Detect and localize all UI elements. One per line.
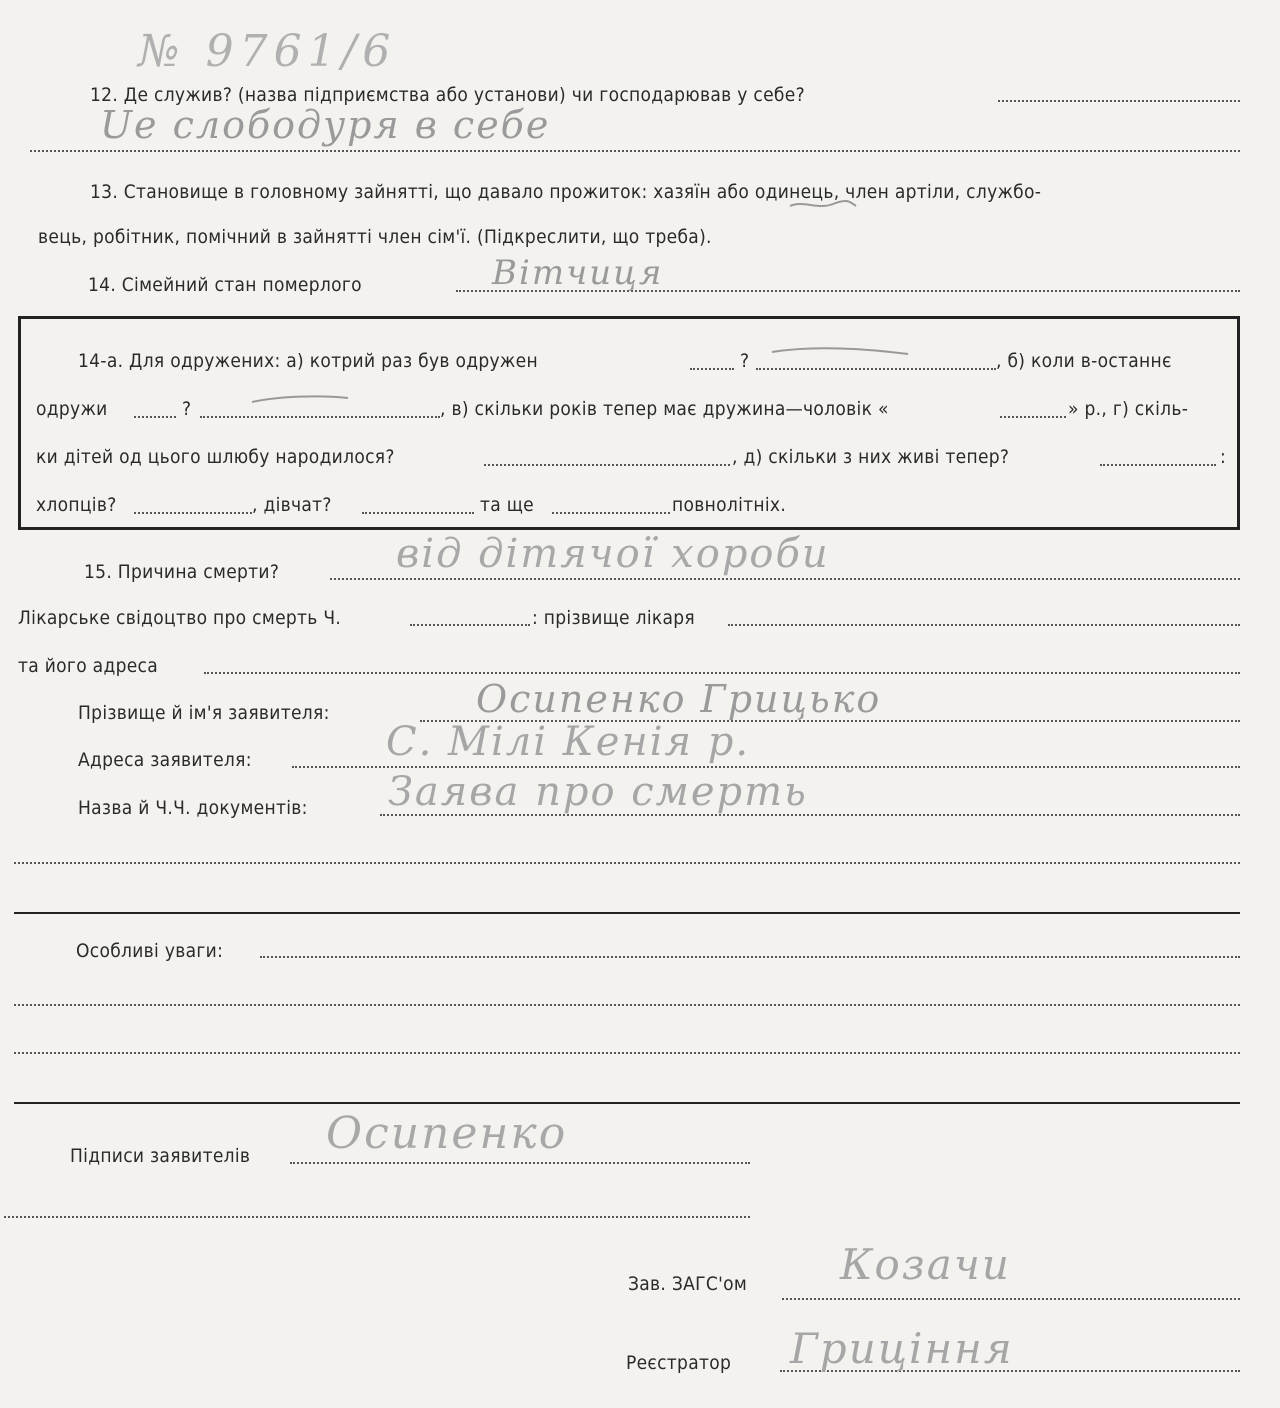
applicant-name-label: Прізвище й ім'я заявителя: [78, 702, 330, 724]
remarks-line-1 [260, 956, 1240, 958]
q13-line1: 13. Становище в головному зайнятті, що давало прожиток: хазяїн або одинець, член артіли, службо- [90, 181, 1042, 203]
q14a-part1: 14-а. Для одружених: а) котрий раз був одружен [78, 350, 538, 372]
q14a-colon: : [1220, 446, 1227, 468]
head-zags-line [782, 1298, 1240, 1300]
q14a-dash-mark-2 [250, 392, 350, 406]
q12-label: 12. Де служив? (назва підприємства або установи) чи господарював у себе? [90, 84, 805, 106]
q14a-line-girls [362, 512, 474, 514]
q14-label: 14. Сімейний стан померлого [88, 274, 362, 296]
applicant-address-answer: С. Мілі Кенія р. [386, 719, 751, 765]
q12-answer-line [30, 150, 1240, 152]
q12-dotted-line [998, 100, 1240, 102]
q13-underline-mark [788, 198, 858, 212]
signatures-answer: Осипенко [326, 1108, 568, 1159]
q14a-part2: , б) коли в-останнє [996, 350, 1172, 372]
applicant-address-line [292, 766, 1240, 768]
section-divider-2 [14, 1102, 1240, 1104]
q14a-line-b1 [134, 416, 176, 418]
q14a-dash-mark-1 [770, 344, 910, 358]
q14a-part6: ки дітей од цього шлюбу народилося? [36, 446, 395, 468]
q14a-line-a2 [756, 368, 996, 370]
q14a-line-a1 [690, 368, 734, 370]
q14a-and-more: та ще [480, 494, 534, 516]
q14a-girls: , дівчат? [252, 494, 332, 516]
q15-label: 15. Причина смерти? [84, 561, 280, 583]
applicant-address-label: Адреса заявителя: [78, 749, 252, 771]
signatures-line-1 [290, 1162, 750, 1164]
q14-answer: Вітчиця [492, 253, 664, 293]
q14a-part3: одружи [36, 398, 108, 420]
q14a-part4: , в) скільки років тепер має дружина—чоловік « [440, 398, 889, 420]
med-cert-label: Лікарське свідоцтво про смерть Ч. [18, 607, 342, 629]
q14a-boys: хлопців? [36, 494, 117, 516]
registrar-label: Реєстратор [626, 1352, 732, 1374]
remarks-label: Особливі уваги: [76, 940, 224, 962]
remarks-line-2 [14, 1004, 1240, 1006]
remarks-line-3 [14, 1052, 1240, 1054]
q14a-part5: » р., г) скіль- [1068, 398, 1189, 420]
q13-line2: вець, робітник, помічний в зайнятті член сім'ї. (Підкреслити, що треба). [38, 226, 712, 248]
q14a-line-b2 [200, 416, 440, 418]
q14a-line-e [1100, 464, 1216, 466]
q12-answer: Ue слободуря в себе [100, 103, 551, 147]
med-cert-number-line [410, 624, 530, 626]
q14a-part7: , д) скільки з них живі тепер? [732, 446, 1010, 468]
q14a-qmark1: ? [740, 350, 750, 372]
documents-answer: Заява про смерть [388, 769, 808, 815]
q15-answer: від дітячої хороби [396, 531, 830, 577]
q15-dotted-line [330, 578, 1240, 580]
archive-number: № 9761/6 [138, 26, 397, 77]
q14a-adults: повнолітніх. [672, 494, 787, 516]
marriage-box [18, 316, 1240, 530]
q14a-qmark2: ? [182, 398, 192, 420]
q14a-line-boys [134, 512, 252, 514]
signatures-line-2 [4, 1216, 750, 1218]
registrar-signature: Гриціння [790, 1324, 1014, 1373]
documents-extra-line [14, 862, 1240, 864]
section-divider-1 [14, 912, 1240, 914]
doctor-name-label: : прізвище лікаря [532, 607, 696, 629]
applicant-name-answer: Осипенко Грицько [476, 677, 882, 721]
doctor-address-label: та його адреса [18, 655, 159, 677]
q14a-line-d [484, 464, 730, 466]
head-zags-label: Зав. ЗАГС'ом [628, 1273, 748, 1295]
q14a-line-c [1000, 416, 1066, 418]
signatures-label: Підписи заявителів [70, 1145, 251, 1167]
doctor-name-line [728, 624, 1240, 626]
doctor-address-line [204, 672, 1240, 674]
head-zags-signature: Козачи [840, 1240, 1011, 1289]
q14a-line-more [552, 512, 670, 514]
documents-label: Назва й Ч.Ч. документів: [78, 797, 308, 819]
